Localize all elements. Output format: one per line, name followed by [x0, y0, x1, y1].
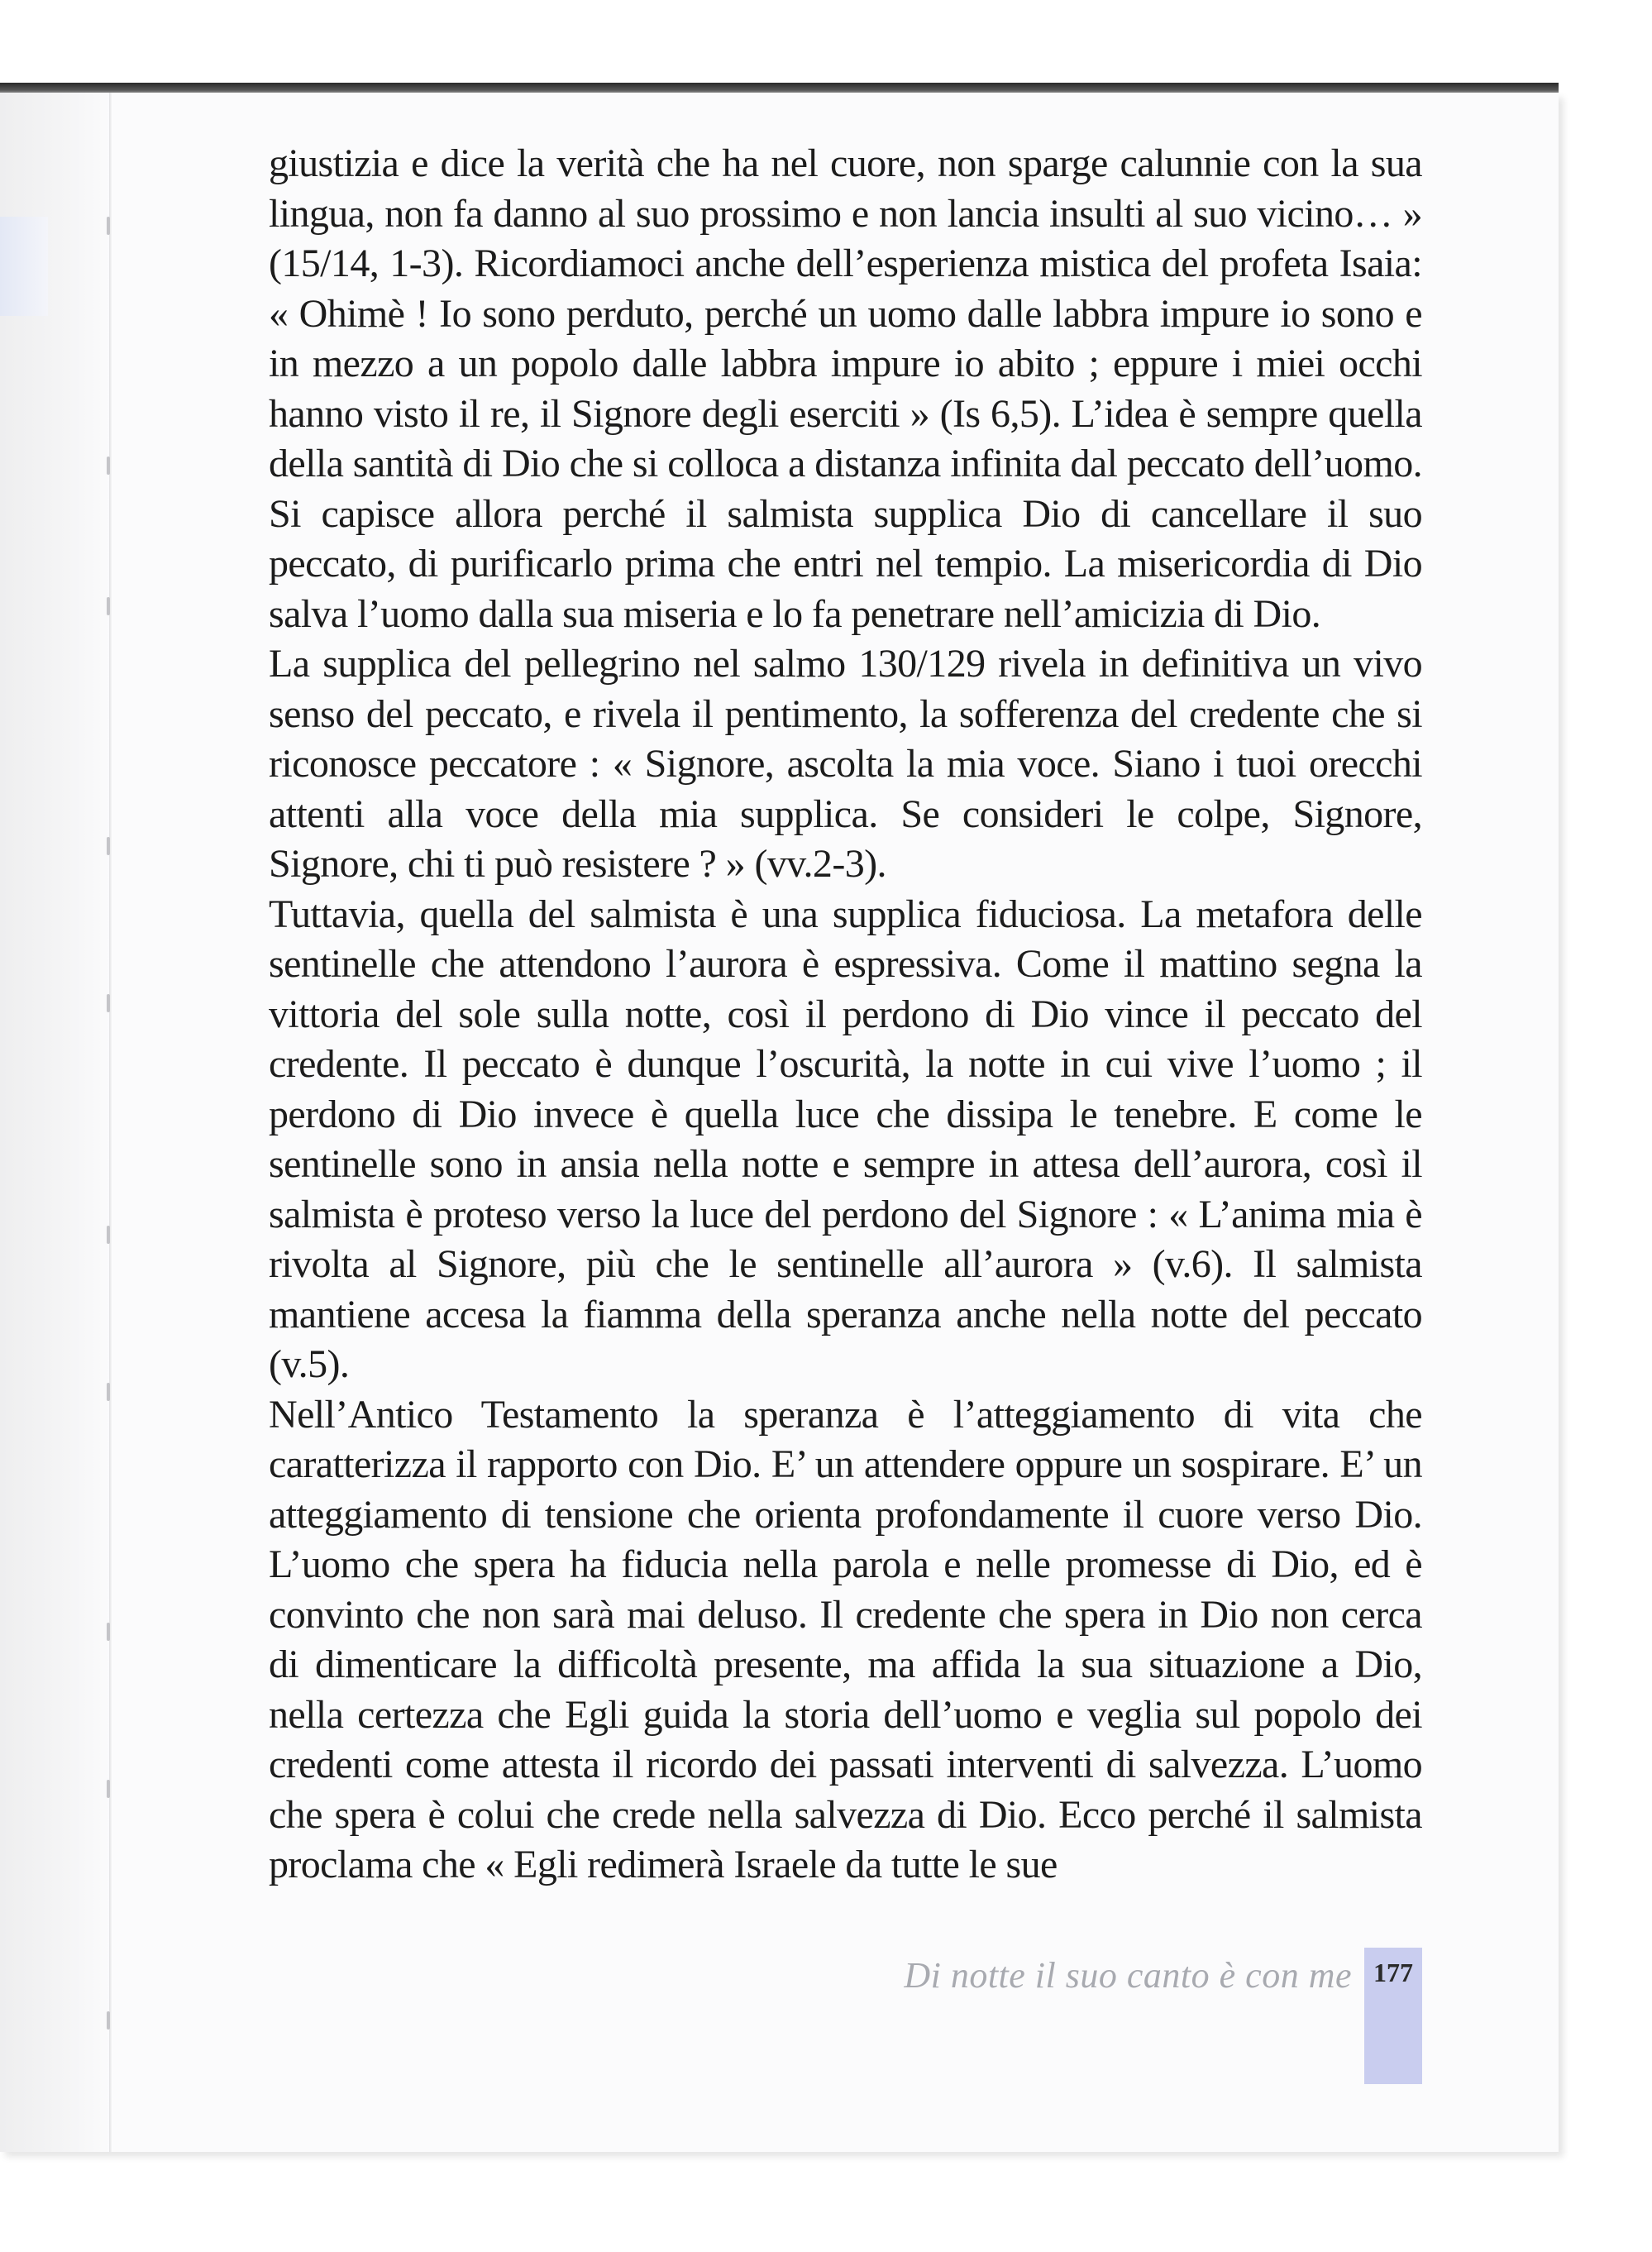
paragraph: Nell’Antico Testamento la speranza è l’atteggiamento di vita che caratterizza il rapporto con Dio. E’ un attendere oppure un sospirare. E’ un atteggiamento di tensione che orienta profondamente il cuore verso Dio. L’uomo che spera ha fiducia nella parola e nelle promesse di Dio, ed è convinto che non sarà mai deluso. Il credente che spera in Dio non cerca di dimenticare la difficoltà presente, ma affida la sua situazione a Dio, nella certezza che Egli guida la storia dell’uomo e veglia sul popolo dei credenti come attesta il ricordo dei passati interventi di salvezza. L’uomo che spera è colui che crede nella salvezza di Dio. Ecco perché il salmista proclama che « Egli redimerà Israele da tutte le sue — [269, 1392, 1422, 1886]
binding-stitch — [107, 1226, 110, 1244]
binding-stitch — [107, 1780, 110, 1798]
page-number: 177 — [1373, 1958, 1413, 1987]
binding-stitch — [107, 597, 110, 615]
binding-stitch — [107, 1623, 110, 1641]
paragraph: La supplica del pellegrino nel salmo 130/129 rivela in definitiva un vivo senso del peccato, e rivela il pentimento, la sofferenza del credente che si riconosce peccatore : « Signore, ascolta la mia voce. Siano i tuoi orecchi attenti alla voce della mia supplica. Se consideri le colpe, Signore, Signore, chi ti può resistere ? » (vv.2-3). — [269, 642, 1422, 886]
paragraph: Tuttavia, quella del salmista è una supplica fiduciosa. La metafora delle sentinelle che attendono l’aurora è espressiva. Come il mattino segna la vittoria del sole sulla notte, così il perdono di Dio vince il peccato del credente. Il peccato è dunque l’oscurità, la notte in cui vive l’uomo ; il perdono di Dio invece è quella luce che dissipa le tenebre. E come le sentinelle sono in ansia nella notte e sempre in attesa dell’aurora, così il salmista è proteso verso la luce del perdono del Signore : « L’anima mia è rivolta al Signore, più che le sentinelle all’aurora » (v.6). Il salmista mantiene accesa la fiamma della speranza anche nella notte del peccato (v.5). — [269, 892, 1422, 1386]
running-title: Di notte il suo canto è con me — [904, 1955, 1352, 1996]
page-footer — [0, 1948, 1559, 2019]
binding-stitch — [107, 994, 110, 1012]
binding-stitch — [107, 217, 110, 235]
page-gutter-shade — [0, 93, 112, 2152]
facing-page-bleed — [0, 217, 48, 316]
binding-stitch — [107, 837, 110, 855]
paragraph: giustizia e dice la verità che ha nel cuore, non sparge calunnie con la sua lingua, non fa danno al suo prossimo e non lancia insulti al suo vicino… » (15/14, 1-3). Ricordiamoci anche dell’esperienza mistica del profeta Isaia: « Ohimè ! Io sono perduto, perché un uomo dalle labbra impure io sono e in mezzo a un popolo dalle labbra impure io abito ; eppure i miei occhi hanno visto il re, il Signore degli eserciti » (Is 6,5). L’idea è sempre quella della santità di Dio che si colloca a distanza infinita dal peccato dell’uomo. Si capisce allora perché il salmista supplica Dio di cancellare il suo peccato, di purificarlo prima che entri nel tempio. La misericordia di Dio salva l’uomo dalla sua miseria e lo fa penetrare nell’amicizia di Dio. — [269, 141, 1422, 636]
binding-stitch — [107, 1383, 110, 1401]
binding-gutter — [109, 93, 112, 2152]
page-number-tab — [1364, 1948, 1422, 2084]
binding-stitch — [107, 457, 110, 475]
body-text — [269, 139, 1422, 1891]
